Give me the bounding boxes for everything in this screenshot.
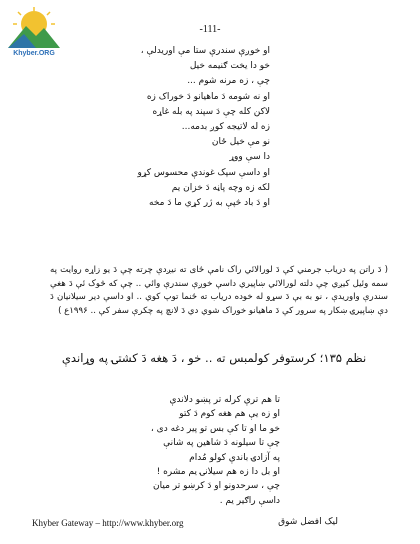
poem-line: خو ما او تا کې بس تو پير دغه دی ، bbox=[150, 423, 280, 434]
prose-note: ( دَ راتن په درياب جرمني کې دَ لورالائي راک نامې ځای ته نیږدې چرته چې دَ يو زاړه روايت په سمه وئيل کيږي چې دلته لورالائي ښاپيري داسې خوږې سندرې وائي .. چې که څوک ئې دَ هغې سندرې واوريدې ، نو به بې دَ سړو له خوده درياب ته ځنما توپ کوي .. او داسې دير سيلانيان دَ دې ښاپيرۍ ښکار په سرور کې دَ ماهيانو خوراک شوي دي دَ لانچ په چکرې سفر کې .. ۱۹۹۶ع ) bbox=[50, 265, 388, 316]
poem-line: دا سې ووړ bbox=[229, 152, 270, 163]
poem-heading: نظم ۱۳۵؛ کرستوفر کولمبس ته .. خو ، دَ هغه دَ کشتۍ په وړاندې bbox=[61, 351, 367, 365]
poem-line: داسې راګير يم . bbox=[219, 495, 280, 506]
poem-line: او دَ باد څپې به ژر کړي ما دَ مخه bbox=[149, 198, 270, 209]
poem-line: نو مې خيل ځان bbox=[211, 137, 270, 148]
poem-top bbox=[40, 44, 270, 211]
logo-label: Khyber.ORG bbox=[13, 50, 55, 57]
poem-line: تا هم ترې کرله تر پښو دلاندې bbox=[169, 395, 280, 405]
footer-site-link[interactable]: Khyber Gateway – http://www.khyber.org bbox=[32, 518, 184, 528]
footer-author: ليک افضل شوق bbox=[278, 517, 338, 527]
poem-line: په آزادۍ باندې کولو مُدام bbox=[189, 452, 280, 463]
poem-line: او داسې سپک غوندې محسوس کړو bbox=[137, 167, 270, 178]
poem-bottom bbox=[40, 393, 280, 508]
poem-line: او خوږې سندرې ستا مې اوريدلې ، bbox=[140, 46, 270, 56]
poem-line: چې تا سيلونه دَ شاهين په شانې bbox=[163, 438, 280, 449]
poem-line: لاکن کله چې دَ سپند په بله غاړه bbox=[152, 106, 270, 117]
poem-line: او نه شومه دَ ماهيانو دَ خوراک زه bbox=[146, 91, 270, 102]
poem-line: لکه زه وچه پاڼه دَ خزان يم bbox=[171, 182, 270, 193]
poem-line: او زه يې هم هغه کوم دَ کتو bbox=[179, 409, 280, 420]
poem-line: خو دا يخت ګنيمه خيل bbox=[189, 61, 270, 72]
poem-line: چې ، سرحدونو او دَ کرښو تر ميان bbox=[153, 481, 280, 492]
page-number: -111- bbox=[199, 24, 221, 35]
poem-line: چې ، زه مرنه شوم ... bbox=[187, 76, 270, 87]
poem-line: زه له لاتيجه کوږ بدمه... bbox=[181, 122, 270, 133]
poem-line: او بل دا زه هم سيلانۍ يم مشره ! bbox=[156, 467, 280, 478]
